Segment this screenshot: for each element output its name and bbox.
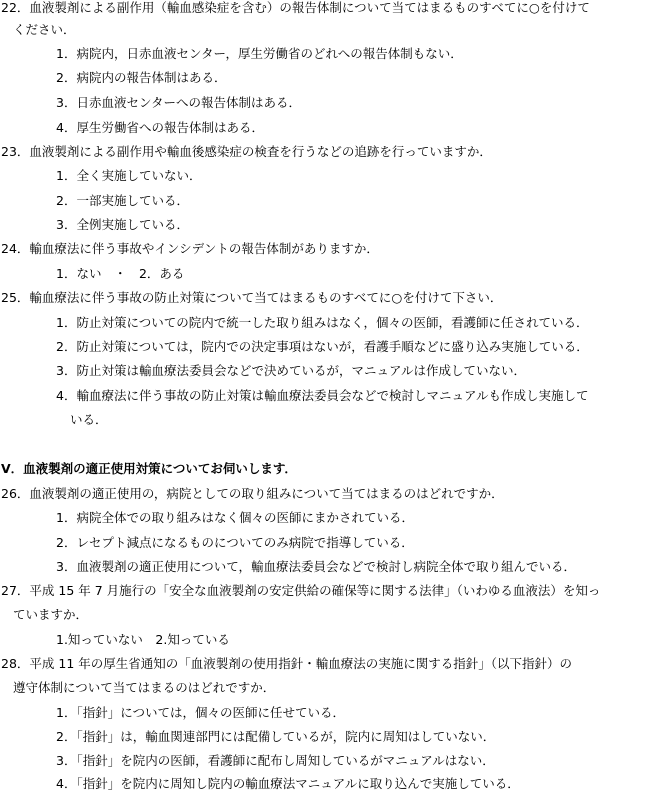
question-28-option-3: 3．「指針」を院内の医師，看護師に配布し周知しているがマニュアルはない． xyxy=(56,753,495,768)
question-24-text: 24．輸血療法に伴う事故やインシデントの報告体制がありますか． xyxy=(1,241,379,256)
question-27-text: 27．平成 15 年 7 月施行の「安全な血液製剤の安定供給の確保等に関する法律」（いわゆる血液法）を知っ xyxy=(1,583,601,598)
question-26-text: 26．血液製剤の適正使用の，病院としての取り組みについて当てはまるのはどれですか． xyxy=(1,486,504,501)
question-28-option-2: 2．「指針」は，輸血関連部門には配備しているが，院内に周知はしていない． xyxy=(56,729,496,744)
question-23-option-2: 2．一部実施している． xyxy=(56,193,189,208)
question-28-option-1: 1．「指針」については，個々の医師に任せている． xyxy=(56,705,345,720)
question-25-text: 25．輸血療法に伴う事故の防止対策について当てはまるものすべてに○を付けて下さい． xyxy=(1,290,503,305)
question-23-text: 23．血液製剤による副作用や輸血後感染症の検査を行うなどの追跡を行っていますか． xyxy=(1,144,492,159)
question-28-continuation: 遵守体制について当てはまるのはどれですか． xyxy=(13,680,276,695)
question-28-text: 28．平成 11 年の厚生省通知の「血液製剤の使用指針・輸血療法の実施に関する指針」（以下指針）の xyxy=(1,656,573,671)
question-23-option-3: 3．全例実施している． xyxy=(56,217,189,232)
question-22-option-3: 3．日赤血液センターへの報告体制はある． xyxy=(56,95,301,110)
question-28-option-4: 4．「指針」を院内に周知し院内の輸血療法マニュアルに取り込んで実施している． xyxy=(56,776,520,791)
question-22-option-1: 1．病院内，日赤血液センター，厚生労働省のどれへの報告体制もない． xyxy=(56,46,463,61)
question-27-continuation: ていますか． xyxy=(13,607,89,622)
question-26-option-2: 2．レセプト減点になるものについてのみ病院で指導している． xyxy=(56,535,414,550)
question-26-option-3: 3．血液製剤の適正使用について，輸血療法委員会などで検討し病院全体で取り組んでいる． xyxy=(56,559,576,574)
question-25-option-1: 1．防止対策についての院内で統一した取り組みはなく，個々の医師，看護師に任されている． xyxy=(56,315,589,330)
question-22-option-4: 4．厚生労働省への報告体制はある． xyxy=(56,120,264,135)
question-26-option-1: 1．病院全体での取り組みはなく個々の医師にまかされている． xyxy=(56,510,414,525)
question-22-text: 22．血液製剤による副作用（輸血感染症を含む）の報告体制について当てはまるものすべてに○を付けて xyxy=(1,0,590,15)
question-24-options: 1．ない ・ 2．ある xyxy=(56,266,185,281)
question-25-option-2: 2．防止対策については，院内での決定事項はないが，看護手順などに盛り込み実施している． xyxy=(56,339,589,354)
question-23-option-1: 1．全く実施していない． xyxy=(56,168,202,183)
question-27-options: 1.知っていない 2.知っている xyxy=(56,632,230,647)
question-22-option-2: 2．病院内の報告体制はある． xyxy=(56,70,227,85)
section-heading: Ⅴ．血液製剤の適正使用対策についてお伺いします． xyxy=(1,461,297,476)
question-25-option-3: 3．防止対策は輸血療法委員会などで決めているが，マニュアルは作成していない． xyxy=(56,363,526,378)
question-25-option-4: 4．輸血療法に伴う事故の防止対策は輸血療法委員会などで検討しマニュアルも作成し実施して xyxy=(56,388,589,403)
question-25-option-4-continuation: いる． xyxy=(70,412,108,427)
question-22-continuation: ください． xyxy=(13,22,76,37)
